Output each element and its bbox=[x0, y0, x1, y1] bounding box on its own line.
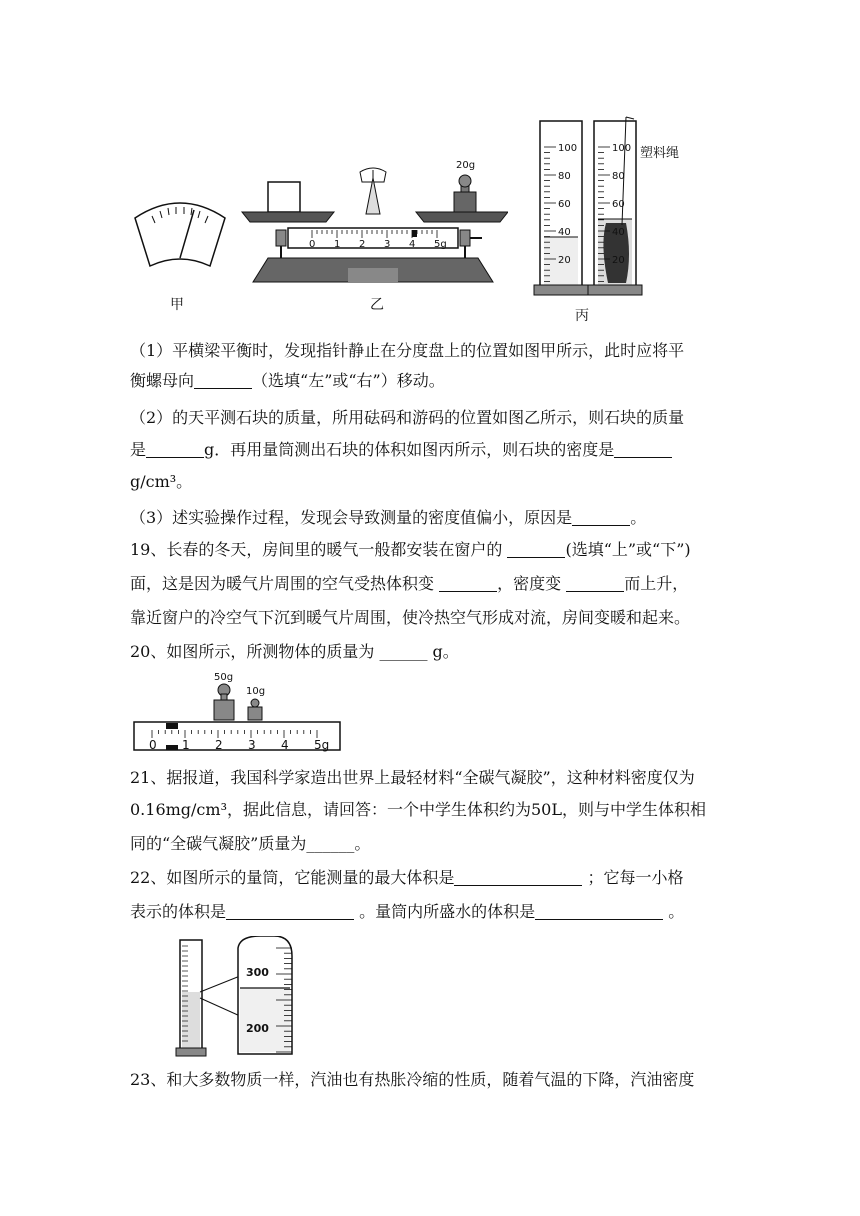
ruler-tick-label: 2 bbox=[359, 239, 366, 250]
q18-part2-line3: g/cm³。 bbox=[130, 472, 193, 491]
ruler-tick-label: 1 bbox=[182, 738, 190, 752]
ruler-tick-label: 4 bbox=[281, 738, 289, 752]
ruler-tick-label: 3 bbox=[384, 239, 391, 250]
q18-part2-line1: （2）的天平测石块的质量，所用砝码和游码的位置如图乙所示，则石块的质量 bbox=[130, 408, 685, 427]
answer-blank[interactable]: ______ bbox=[306, 834, 355, 853]
cylinder-right bbox=[588, 117, 642, 295]
q18-part2-line2: 是 g．再用量筒测出石块的体积如图丙所示，则石块的密度是 bbox=[130, 440, 730, 460]
mark-200: 200 bbox=[246, 1022, 269, 1035]
answer-blank[interactable] bbox=[572, 509, 630, 526]
caption-bing: 丙 bbox=[575, 308, 589, 324]
q23-line1: 23、和大多数物质一样，汽油也有热胀冷缩的性质，随着气温的下降，汽油密度 bbox=[130, 1070, 695, 1089]
q18-part1-line2: 衡螺母向 （选填“左”或“右”）移动。 bbox=[130, 371, 445, 390]
caption-yi: 乙 bbox=[370, 297, 384, 313]
answer-blank[interactable] bbox=[194, 372, 252, 389]
ruler-tick-label: 1 bbox=[334, 239, 341, 250]
cylinder-tick-label: 80 bbox=[612, 171, 625, 182]
cylinder-tick-label: 40 bbox=[558, 227, 571, 238]
q22-line2: 表示的体积是 。量筒内所盛水的体积是 。 bbox=[130, 902, 685, 921]
q19-line2: 面，这是因为暖气片周围的空气受热体积变 ，密度变 而上升， bbox=[130, 574, 689, 593]
q21-line3: 同的“全碳气凝胶”质量为______。 bbox=[130, 834, 371, 853]
balance-figure-yi bbox=[238, 150, 508, 286]
q19-line3: 靠近窗户的冷空气下沉到暖气片周围，使冷热空气形成对流，房间变暖和起来。 bbox=[130, 608, 691, 627]
answer-blank[interactable] bbox=[146, 441, 204, 458]
ruler-tick-label: 2 bbox=[215, 738, 223, 752]
cylinder-tick-label: 20 bbox=[612, 255, 625, 266]
answer-blank[interactable] bbox=[614, 441, 672, 458]
ruler-tick-label: 5g bbox=[434, 239, 447, 250]
rope-label: 塑料绳 bbox=[640, 146, 680, 161]
cylinder-tick-label: 40 bbox=[612, 227, 625, 238]
cylinder-tick-label: 100 bbox=[558, 143, 578, 154]
cylinder-tick-label: 20 bbox=[558, 255, 571, 266]
answer-blank[interactable] bbox=[535, 903, 663, 920]
ruler-tick-label: 4 bbox=[409, 239, 416, 250]
q18-part3: （3）述实验操作过程，发现会导致测量的密度值偏小，原因是 。 bbox=[130, 508, 647, 527]
cylinder-left bbox=[534, 121, 588, 295]
weight-10g-label: 10g bbox=[246, 686, 266, 697]
mark-300: 300 bbox=[246, 966, 269, 979]
dial-figure-jia bbox=[130, 196, 230, 272]
q22-line1: 22、如图所示的量筒，它能测量的最大体积是 ；它每一小格 bbox=[130, 868, 684, 887]
q20-line: 20、如图所示，所测物体的质量为 ______ g。 bbox=[130, 642, 459, 661]
caption-jia: 甲 bbox=[170, 297, 184, 313]
answer-blank[interactable]: ______ bbox=[379, 642, 428, 661]
answer-blank[interactable] bbox=[226, 903, 354, 920]
answer-blank[interactable] bbox=[566, 575, 624, 592]
ruler-tick-label: 5g bbox=[314, 738, 330, 752]
weight-50g-label: 50g bbox=[214, 672, 234, 683]
ruler-tick-label: 0 bbox=[149, 738, 157, 752]
ruler-tick-label: 0 bbox=[309, 239, 316, 250]
cylinder-tick-label: 100 bbox=[612, 143, 632, 154]
q18-part1-line1: （1）平横梁平衡时，发现指针静止在分度盘上的位置如图甲所示，此时应将平 bbox=[130, 341, 685, 360]
answer-blank[interactable] bbox=[454, 869, 582, 886]
weight-20g-label: 20g bbox=[456, 160, 476, 171]
cylinder-tick-label: 80 bbox=[558, 171, 571, 182]
q19-line1: 19、长春的冬天，房间里的暖气一般都安装在窗户的 (选填“上”或“下”) bbox=[130, 540, 691, 559]
cylinder-tick-label: 60 bbox=[558, 199, 571, 210]
ruler-tick-label: 3 bbox=[248, 738, 256, 752]
answer-blank[interactable] bbox=[439, 575, 497, 592]
slider-ruler-figure bbox=[130, 666, 346, 756]
cylinder-tick-label: 60 bbox=[612, 199, 625, 210]
measuring-cylinder-figure bbox=[170, 936, 310, 1058]
q21-line2: 0.16mg/cm³，据此信息，请回答：一个中学生体积约为50L，则与中学生体积相 bbox=[130, 800, 706, 819]
answer-blank[interactable] bbox=[507, 541, 565, 558]
q21-line1: 21、据报道，我国科学家造出世界上最轻材料“全碳气凝胶”，这种材料密度仅为 bbox=[130, 768, 695, 787]
